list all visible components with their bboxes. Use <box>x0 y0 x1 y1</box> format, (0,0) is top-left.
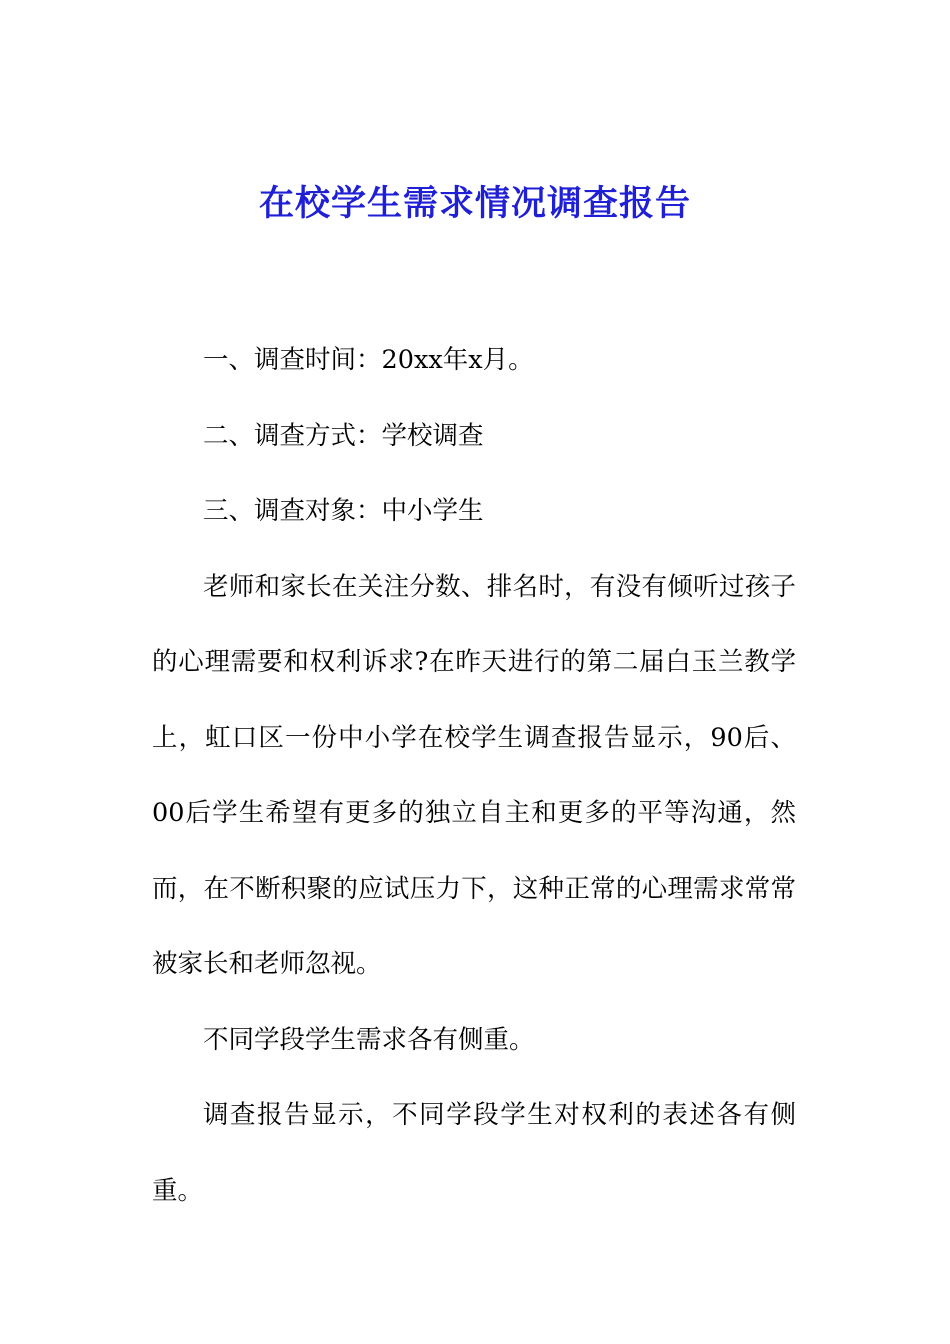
paragraph-survey-method: 二、调查方式：学校调查 <box>203 420 484 451</box>
paragraph-intro: 老师和家长在关注分数、排名时，有没有倾听过孩子的心理需要和权利诉求?在昨天进行的第二届白玉兰教学上，虹口区一份中小学在校学生调查报告显示，90后、00后学生希望有更多的独立自主和更多的平等沟通，然而，在不断积聚的应试压力下，这种正常的心理需求常常被家长和老师忽视。 <box>152 571 796 979</box>
paragraph-survey-subject: 三、调查对象：中小学生 <box>203 496 484 526</box>
document-title: 在校学生需求情况调查报告 <box>258 183 691 224</box>
paragraph-report-shows: 调查报告显示，不同学段学生对权利的表述各有侧重。 <box>152 1100 796 1206</box>
paragraph-needs-differ: 不同学段学生需求各有侧重。 <box>203 1024 535 1055</box>
document-body <box>152 323 796 1229</box>
paragraph-survey-time: 一、调查时间：20xx年x月。 <box>203 345 534 375</box>
